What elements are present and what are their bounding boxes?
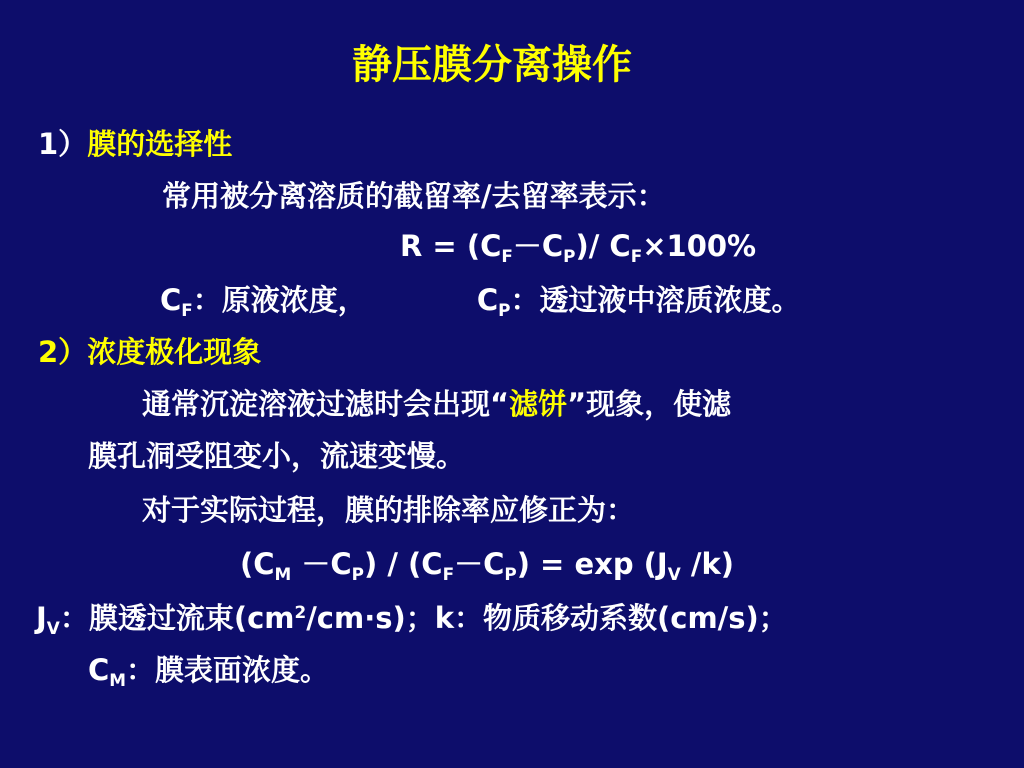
filter-cake-paragraph <box>142 384 731 424</box>
formula-part: )/ C <box>575 229 631 263</box>
formula-subscript: F <box>501 245 513 266</box>
jv-subscript: V <box>46 617 60 638</box>
formula-part: ×100% <box>642 229 757 263</box>
membrane-surface-definition <box>88 650 329 690</box>
formula-subscript: P <box>504 563 517 584</box>
cf-symbol: C <box>160 283 182 317</box>
cp-subscript: P <box>498 299 511 320</box>
concentration-definitions <box>160 280 800 320</box>
formula-part: (C <box>240 547 275 581</box>
retention-description: 常用被分离溶质的截留率/去留率表示： <box>162 179 666 213</box>
paragraph-text: ”现象，使滤 <box>567 387 732 421</box>
section2-heading: 浓度极化现象 <box>87 335 262 369</box>
filter-cake-highlight: 滤饼 <box>509 387 568 421</box>
formula-subscript: M <box>274 563 292 584</box>
flux-text: ：膜透过流束(cm <box>59 601 295 635</box>
jv-symbol: J <box>36 601 47 635</box>
slide-title: 静压膜分离操作 <box>352 42 632 88</box>
formula-subscript: V <box>667 563 681 584</box>
section2-number: 2） <box>38 335 88 369</box>
cf-subscript: F <box>181 299 193 320</box>
formula-part: /k) <box>680 547 734 581</box>
cm-definition: ：膜表面浓度。 <box>126 653 330 687</box>
formula-subscript: P <box>563 245 576 266</box>
section1-header <box>38 124 232 164</box>
formula-part: ) = exp (J <box>516 547 668 581</box>
cp-symbol: C <box>476 283 499 317</box>
section1-number: 1） <box>38 127 88 161</box>
cm-subscript: M <box>109 669 127 690</box>
flux-text-cont: /cm·s)；k：物质移动系数(cm/s)； <box>306 601 788 635</box>
formula-part: －C <box>512 229 564 263</box>
formula-subscript: P <box>351 563 364 584</box>
flux-definition <box>36 598 788 638</box>
formula-part: －C <box>454 547 505 581</box>
formula-subscript: F <box>630 245 643 266</box>
section1-heading: 膜的选择性 <box>87 127 233 161</box>
cm-symbol: C <box>88 653 110 687</box>
formula-part: ) / (C <box>364 547 443 581</box>
cp-definition: ：透过液中溶质浓度。 <box>510 283 801 317</box>
formula-part: R = (C <box>400 229 502 263</box>
filter-cake-paragraph-cont: 膜孔洞受阻变小，流速变慢。 <box>88 439 466 473</box>
formula-subscript: F <box>442 563 455 584</box>
formula-part: －C <box>291 547 352 581</box>
correction-description: 对于实际过程，膜的排除率应修正为： <box>142 493 636 527</box>
paragraph-text: 通常沉淀溶液过滤时会出现“ <box>142 387 510 421</box>
section2-header <box>38 332 261 372</box>
flux-superscript: 2 <box>294 601 307 622</box>
cf-definition: ：原液浓度， <box>192 283 367 317</box>
exclusion-formula <box>240 544 734 584</box>
retention-formula <box>400 226 756 266</box>
